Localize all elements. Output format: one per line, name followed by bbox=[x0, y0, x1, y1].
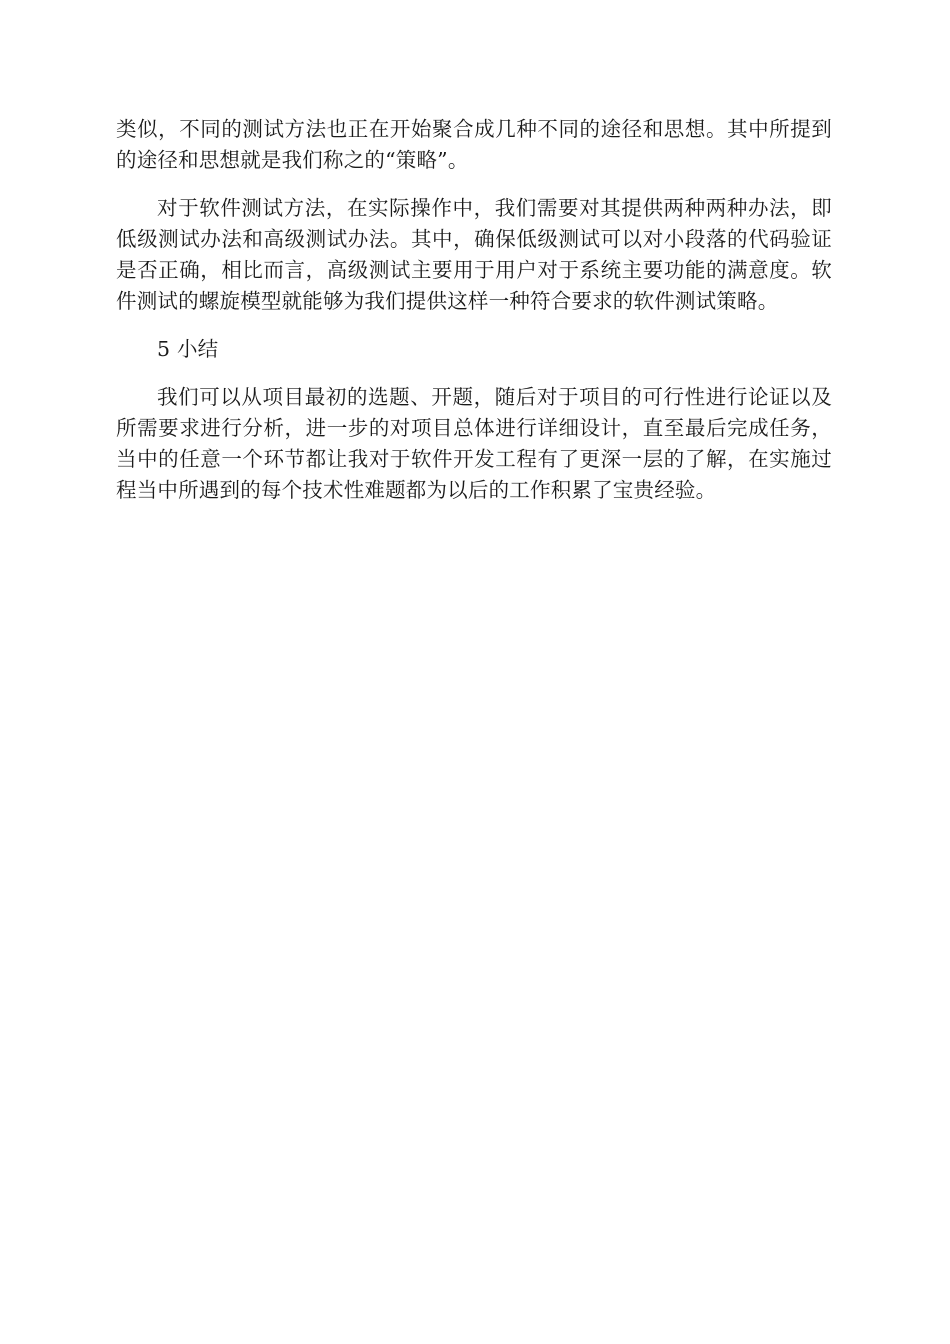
paragraph-summary: 我们可以从项目最初的选题、开题，随后对于项目的可行性进行论证以及所需要求进行分析，进一步的对项目总体进行详细设计，直至最后完成任务，当中的任意一个环节都让我对于软件开发工程有了更深一层的了解，在实施过程当中所遇到的每个技术性难题都为以后的工作积累了宝贵经验。 bbox=[116, 385, 832, 502]
section-heading-summary: 5 小结 bbox=[157, 337, 219, 361]
document-body bbox=[116, 114, 832, 506]
paragraph-testing-methods: 对于软件测试方法，在实际操作中，我们需要对其提供两种两种办法，即低级测试办法和高级测试办法。其中，确保低级测试可以对小段落的代码验证是否正确，相比而言，高级测试主要用于用户对于系统主要功能的满意度。软件测试的螺旋模型就能够为我们提供这样一种符合要求的软件测试策略。 bbox=[116, 196, 832, 313]
paragraph-strategy-continuation: 类似，不同的测试方法也正在开始聚合成几种不同的途径和思想。其中所提到的途径和思想就是我们称之的“策略”。 bbox=[116, 117, 832, 172]
